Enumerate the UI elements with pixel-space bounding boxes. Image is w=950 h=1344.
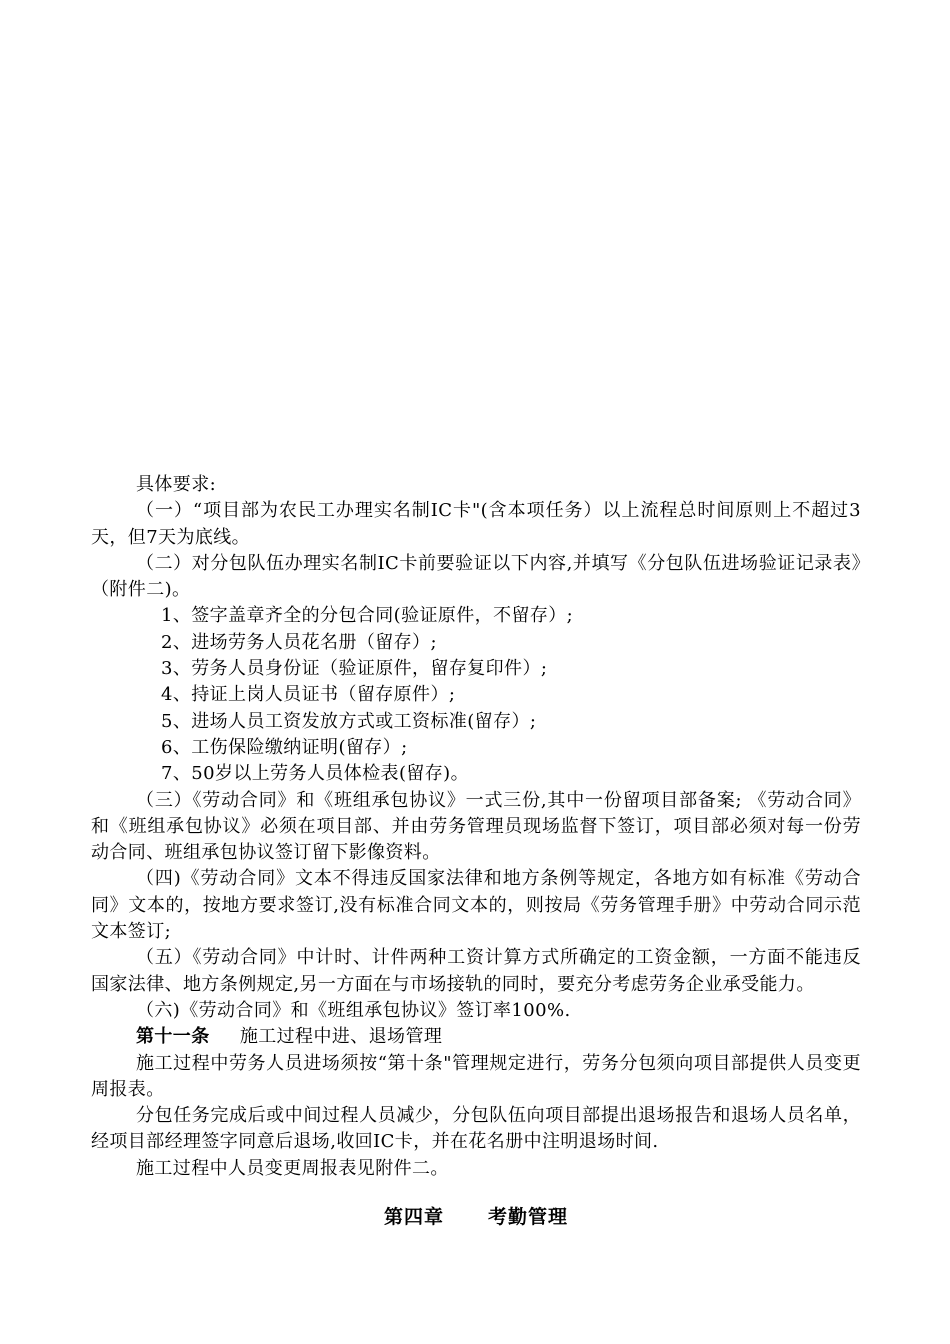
checklist-item: 4、持证上岗人员证书（留存原件）; (161, 684, 456, 706)
chapter-heading (91, 1204, 861, 1230)
checklist-item: 7、50岁以上劳务人员体检表(留存)。 (161, 763, 469, 785)
article-paragraph: 施工过程中人员变更周报表见附件二。 (136, 1157, 449, 1179)
checklist-item: 5、进场人员工资发放方式或工资标准(留存）; (161, 710, 537, 732)
verification-checklist (91, 603, 861, 787)
requirement-item-4: （四)《劳动合同》文本不得违反国家法律和地方条例等规定，各地方如有标准《劳动合同》文本的，按地方要求签订,没有标准合同文本的，则按局《劳务管理手册》中劳动合同示范文本签订; (91, 868, 861, 943)
article-number: 第十一条 (136, 1026, 210, 1048)
article-title: 施工过程中进、退场管理 (239, 1026, 443, 1048)
checklist-item: 6、工伤保险缴纳证明(留存）; (161, 736, 408, 758)
requirement-item-5: （五）《劳动合同》中计时、计件两种工资计算方式所确定的工资金额，一方面不能违反国家法律、地方条例规定,另一方面在与市场接轨的同时，要充分考虑劳务企业承受能力。 (91, 947, 861, 995)
requirement-item-3: （三）《劳动合同》和《班组承包协议》一式三份,其中一份留项目部备案; 《劳动合同》和《班组承包协议》必须在项目部、并由劳务管理员现场监督下签订，项目部必须对每一份劳动合同、班组承包协议签订留下影像资料。 (91, 789, 861, 864)
document-body (91, 472, 861, 1230)
article-paragraph: 施工过程中劳务人员进场须按“第十条"管理规定进行，劳务分包须向项目部提供人员变更周报表。 (91, 1052, 861, 1100)
requirement-item-6: （六)《劳动合同》和《班组承包协议》签订率100%. (136, 999, 571, 1021)
checklist-item: 3、劳务人员身份证（验证原件，留存复印件）; (161, 658, 548, 680)
requirement-item-1: （一）“项目部为农民工办理实名制IC卡"(含本项任务）以上流程总时间原则上不超过3天，但7天为底线。 (91, 500, 861, 548)
chapter-number: 第四章 (383, 1206, 444, 1229)
article-paragraph: 分包任务完成后或中间过程人员减少，分包队伍向项目部提出退场报告和退场人员名单，经项目部经理签字同意后退场,收回IC卡，并在花名册中注明退场时间. (91, 1105, 861, 1153)
intro-line: 具体要求: (136, 474, 217, 495)
article-heading (91, 1024, 861, 1050)
checklist-item: 2、进场劳务人员花名册（留存）; (161, 631, 437, 653)
chapter-title: 考勤管理 (488, 1206, 569, 1229)
checklist-item: 1、签字盖章齐全的分包合同(验证原件，不留存）; (161, 605, 574, 627)
requirement-item-2: （二）对分包队伍办理实名制IC卡前要验证以下内容,并填写《分包队伍进场验证记录表》（附件二)。 (91, 552, 861, 601)
